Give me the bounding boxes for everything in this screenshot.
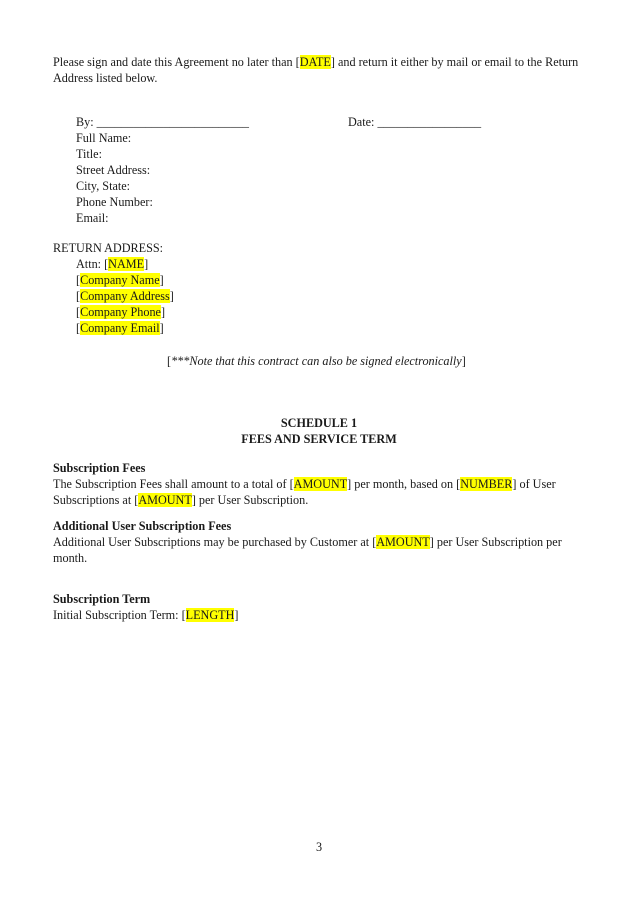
number-placeholder: NUMBER: [460, 477, 513, 491]
field-city-state: City, State:: [76, 179, 131, 193]
return-attn: Attn: [NAME]: [76, 257, 149, 271]
field-title: Title:: [76, 147, 102, 161]
length-placeholder: LENGTH: [185, 608, 235, 622]
intro-text: ] and return it either by mail or email to the Return: [330, 55, 579, 69]
by-signature-line: _________________________: [96, 115, 249, 129]
electronic-signature-note: [***Note that this contract can also be signed electronically]: [167, 354, 466, 368]
subscription-fees-line-2: Subscriptions at [AMOUNT] per User Subscription.: [53, 493, 309, 507]
name-placeholder: NAME: [108, 257, 145, 271]
intro-line-2: Address listed below.: [53, 71, 158, 85]
by-label: By:: [76, 115, 94, 129]
field-phone-number: Phone Number:: [76, 195, 153, 209]
date-signature-line: _________________: [377, 115, 482, 129]
by-row: [76, 114, 249, 130]
subscription-term-line: Initial Subscription Term: [LENGTH]: [53, 608, 239, 622]
date-row: [348, 114, 481, 130]
schedule-title: SCHEDULE 1: [280, 416, 358, 430]
subscription-fees-line-1: The Subscription Fees shall amount to a total of [AMOUNT] per month, based on [NUMBER] of User: [53, 477, 556, 491]
additional-fees-line-1: Additional User Subscriptions may be purchased by Customer at [AMOUNT] per User Subscription per: [53, 535, 562, 549]
amount-placeholder: AMOUNT: [376, 535, 430, 549]
page-number: 3: [315, 840, 323, 854]
amount-placeholder: AMOUNT: [293, 477, 348, 491]
return-company-name: [Company Name]: [76, 273, 164, 287]
return-address-heading: RETURN ADDRESS:: [53, 241, 164, 255]
field-email: Email:: [76, 211, 109, 225]
return-company-email: [Company Email]: [76, 321, 164, 335]
field-full-name: Full Name:: [76, 131, 132, 145]
date-label: Date:: [348, 115, 375, 129]
additional-fees-line-2: month.: [53, 551, 88, 565]
intro-text: Please sign and date this Agreement no later than [: [53, 55, 300, 69]
return-company-phone: [Company Phone]: [76, 305, 166, 319]
additional-fees-heading: Additional User Subscription Fees: [53, 519, 232, 533]
field-street-address: Street Address:: [76, 163, 151, 177]
intro-line-1: [53, 54, 578, 70]
return-company-address: [Company Address]: [76, 289, 174, 303]
subscription-fees-heading: Subscription Fees: [53, 461, 146, 475]
schedule-subtitle: FEES AND SERVICE TERM: [241, 432, 397, 446]
amount-placeholder: AMOUNT: [138, 493, 192, 507]
date-placeholder: DATE: [299, 55, 331, 69]
subscription-term-heading: Subscription Term: [53, 592, 151, 606]
